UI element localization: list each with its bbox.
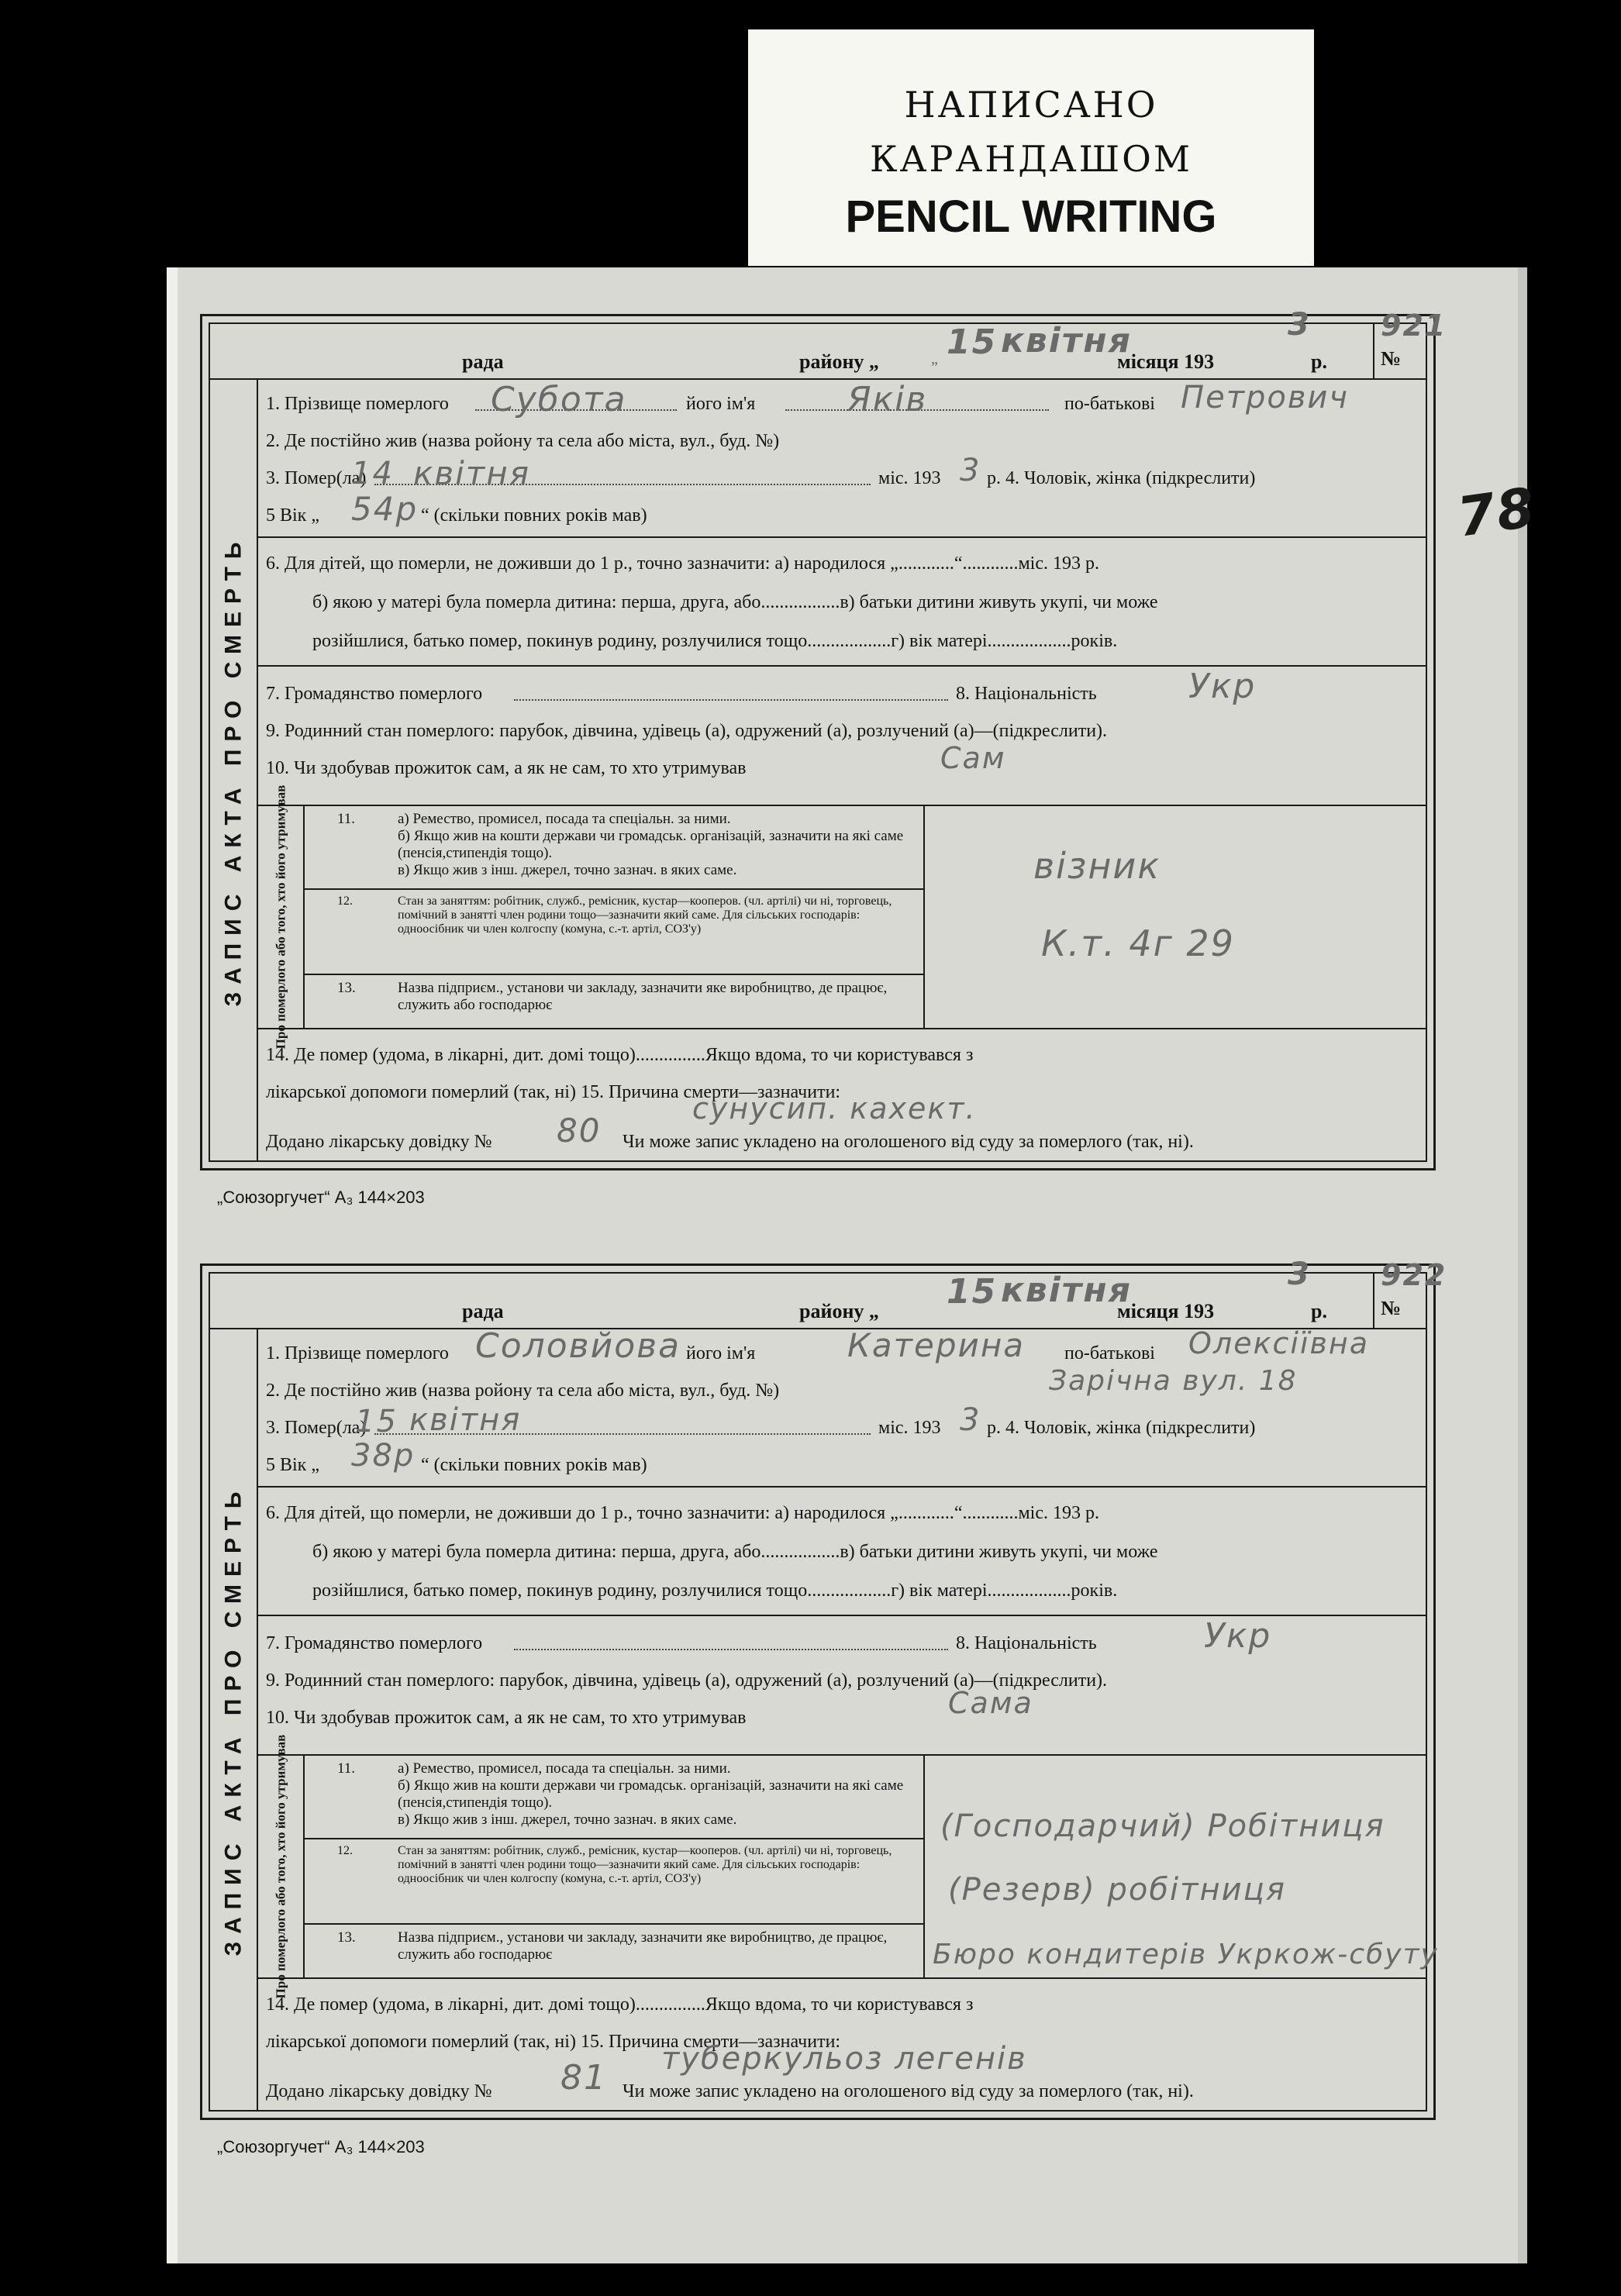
- record-day: 15: [947, 322, 998, 362]
- given-name: Яків: [847, 380, 928, 419]
- side-title: ЗАПИС АКТА ПРО СМЕРТЬ: [210, 380, 258, 1160]
- age: 38р: [351, 1438, 416, 1474]
- supported-by: Сама: [948, 1686, 1033, 1720]
- form-header: рада району „ „ місяця 193 р. № 15 квітня 3 921: [210, 324, 1426, 380]
- label-line1: НАПИСАНО: [904, 84, 1158, 126]
- row-child-c: розійшлися, батько помер, покинув родину, розлучилися тощо..................г) вік матері..................років.: [312, 1581, 1118, 1601]
- record-number: 922: [1381, 1258, 1447, 1292]
- death-year: 3: [960, 453, 981, 488]
- row-age: 5 Вік „ “ (скільки повних років мав) 38р: [266, 1438, 647, 1475]
- cause-of-death: туберкульоз легенів: [661, 2041, 1027, 2077]
- row-child-b: б) якою у матері була померла дитина: перша, друга, або.................в) батьки дитини живуть укупі, чи може: [312, 592, 1158, 612]
- row-name: 1. Прізвище померлого його ім'я по-батькові Соловйова Катерина Олексіївна: [266, 1326, 1370, 1366]
- workplace: Бюро кондитерів Укркож-сбуту: [933, 1939, 1439, 1970]
- row-certificate: Додано лікарську довідку № Чи може запис укладено на оголошеного від суду за померлого (так, ні). 81: [266, 2058, 1194, 2101]
- death-record-form-1: [200, 307, 1447, 1170]
- death-month: квітня: [409, 1402, 522, 1438]
- row-child-a: 6. Для дітей, що померли, не доживши до 1 р., точно зазначити: а) народилося „............“............міс. 193 р.: [266, 1503, 1099, 1523]
- row-place-of-death: 14. Де помер (удома, в лікарні, дит. домі тощо)...............Якщо вдома, то чи користувався з: [266, 1045, 974, 1065]
- row-address: 2. Де постійно жив (назва ройону та села або міста, вул., буд. №): [266, 431, 780, 451]
- death-day: 14: [351, 456, 394, 491]
- row-support: 10. Чи здобував прожиток сам, а як не сам, то хто утримував Сама: [266, 1686, 1033, 1728]
- record-number-cell: №: [1373, 1274, 1426, 1329]
- death-day: 15: [355, 1404, 398, 1439]
- patronymic: Олексіївна: [1188, 1326, 1370, 1360]
- row-cause: лікарської допомоги померлий (так, ні) 15. Причина смерти—зазначити: туберкульоз легенів: [266, 2032, 1027, 2077]
- death-record-form-2: [200, 1257, 1447, 2120]
- label-line2: КАРАНДАШОМ: [870, 138, 1192, 180]
- record-month: квітня: [1001, 321, 1132, 360]
- row-child-a: 6. Для дітей, що померли, не доживши до 1 р., точно зазначити: а) народилося „............“............міс. 193 р.: [266, 553, 1099, 574]
- printer-mark-2: „Союзоргучет“ А₃ 144×203: [217, 2137, 425, 2156]
- label-line3: PENCIL WRITING: [845, 191, 1217, 242]
- occupation-block: Про померлого або того, хто його утримував 11. а) Ремество, промисел, посада та спеціальн. за ними. б) Якщо жив на кошти держави чи громадськ. організацій, зазначити на які саме (пенсія,стипендія тощо). в) Якщо жив з інш. джерел, точно зазнач. в яких саме. 12. Стан за заняттям: робітник, служб., ремісник, кустар—кооперов. (чл. артілі) чи ні, торговець, помічний в занятті член родини тощо—зазначити який саме. Для сільських господарів: одноосібник чи член колгоспу (комуна, с.-т. артіл, СОЗ'у) 13. Назва підприєм., установи чи закладу, зазначити яке виробництво, де працює, служить або господарює візник К.т. 4г 29: [258, 805, 1426, 1029]
- pencil-writing-label: [748, 29, 1314, 266]
- occupation: візник: [1033, 845, 1161, 887]
- death-month: квітня: [413, 454, 530, 492]
- record-year-digit: 3: [1288, 1257, 1311, 1292]
- record-day: 15: [947, 1272, 998, 1312]
- form-header: рада району „ місяця 193 р. № 15 квітня 3 922: [210, 1274, 1426, 1329]
- row-death-date: 3. Помер(ла) міс. 193 р. 4. Чоловік, жінка (підкреслити) 15 квітня 3: [266, 1402, 1256, 1439]
- surname: Соловйова: [475, 1326, 681, 1366]
- row-age: 5 Вік „ “ (скільки повних років мав) 54р: [266, 490, 647, 528]
- given-name: Катерина: [847, 1326, 1026, 1364]
- row-child-c: розійшлися, батько помер, покинув родину, розлучилися тощо..................г) вік матері..................років.: [312, 631, 1118, 651]
- death-year: 3: [960, 1402, 981, 1438]
- row-child-b: б) якою у матері була померла дитина: перша, друга, або.................в) батьки дитини живуть укупі, чи може: [312, 1542, 1158, 1562]
- side-title: ЗАПИС АКТА ПРО СМЕРТЬ: [210, 1329, 258, 2110]
- supported-by: Сам: [940, 741, 1006, 775]
- occupation-detail: (Резерв) робітниця: [948, 1872, 1286, 1908]
- row-cause: лікарської допомоги померлий (так, ні) 15. Причина смерти—зазначити: cyнусип. кахект.: [266, 1082, 977, 1126]
- row-death-date: 3. Помер(ла) міс. 193 р. 4. Чоловік, жінка (підкреслити) 14 квітня 3: [266, 453, 1256, 492]
- patronymic: Петрович: [1181, 380, 1350, 415]
- margin-note: 78: [1453, 475, 1540, 550]
- record-number-cell: №: [1373, 324, 1426, 380]
- age: 54р: [351, 490, 419, 528]
- certificate-number: 80: [557, 1112, 602, 1150]
- record-year-digit: 3: [1288, 307, 1311, 343]
- row-certificate: Додано лікарську довідку № Чи може запис укладено на оголошеного від суду за померлого (так, ні). 80: [266, 1112, 1194, 1152]
- occupation-block: Про померлого або того, хто його утримував 11. а) Ремество, промисел, посада та спеціальн. за ними. б) Якщо жив на кошти держави чи громадськ. організацій, зазначити на які саме (пенсія,стипендія тощо). в) Якщо жив з інш. джерел, точно зазнач. в яких саме. 12. Стан за заняттям: робітник, служб., ремісник, кустар—кооперов. (чл. артілі) чи ні, торговець, помічний в занятті член родини тощо—зазначити який саме. Для сільських господарів: одноосібник чи член колгоспу (комуна, с.-т. артіл, СОЗ'у) 13. Назва підприєм., установи чи закладу, зазначити яке виробництво, де працює, служить або господарює (Господарчий) Робітниця (Резерв) робітниця Бюро кондитерів Укркож-сбуту: [258, 1754, 1426, 1979]
- row-place-of-death: 14. Де помер (удома, в лікарні, дит. домі тощо)...............Якщо вдома, то чи користувався з: [266, 1994, 974, 2015]
- surname: Субота: [491, 380, 627, 419]
- row-marital: 9. Родинний стан померлого: парубок, дівчина, удівець (а), одружений (а), розлучений (а)—(підкреслити).: [266, 1670, 1108, 1691]
- certificate-number: 81: [560, 2058, 607, 2098]
- printer-mark-1: „Союзоргучет“ А₃ 144×203: [217, 1188, 425, 1207]
- address: Зарічна вул. 18: [1049, 1365, 1298, 1397]
- nationality: Укр: [1204, 1616, 1272, 1656]
- row-name: 1. Прізвище померлого його ім'я по-батькові Субота Яків Петрович: [266, 380, 1350, 419]
- cause-of-death: cyнусип. кахект.: [692, 1091, 977, 1126]
- row-nationality: 7. Громадянство померлого 8. Національність Укр: [266, 1616, 1272, 1656]
- record-month: квітня: [1001, 1270, 1132, 1310]
- occupation-detail: К.т. 4г 29: [1041, 922, 1235, 964]
- row-nationality: 7. Громадянство померлого 8. Національність Укр: [266, 667, 1257, 706]
- row-support: 10. Чи здобував прожиток сам, а як не сам, то хто утримував Сам: [266, 741, 1006, 778]
- row-address: 2. Де постійно жив (назва ройону та села або міста, вул., буд. №) Зарічна вул. 18: [266, 1365, 1298, 1401]
- record-number: 921: [1381, 309, 1447, 343]
- nationality: Укр: [1188, 667, 1257, 706]
- occupation: (Господарчий) Робітниця: [940, 1808, 1385, 1844]
- row-marital: 9. Родинний стан померлого: парубок, дівчина, удівець (а), одружений (а), розлучений (а)—(підкреслити).: [266, 721, 1108, 741]
